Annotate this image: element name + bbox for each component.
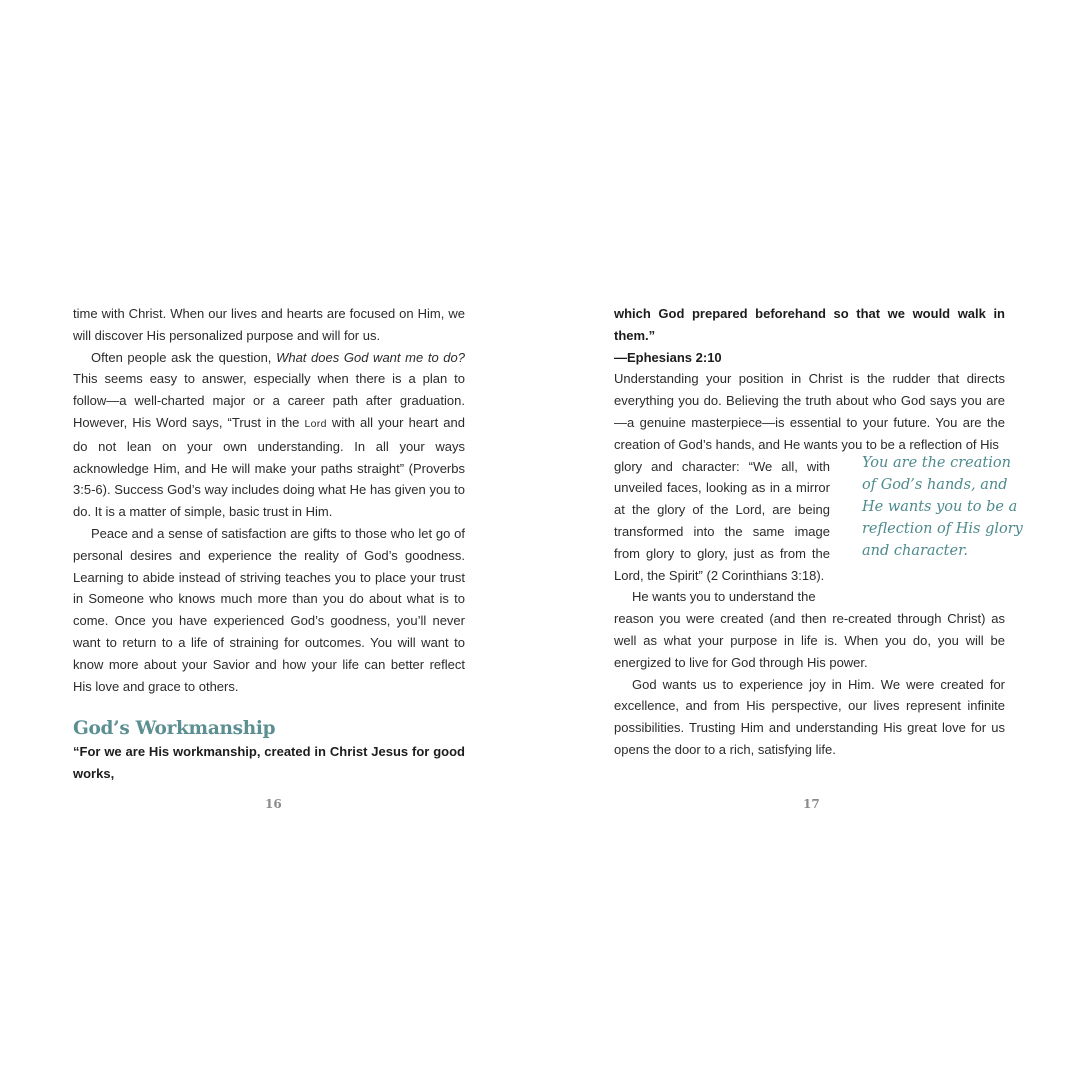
left-paragraph-2 — [73, 347, 465, 523]
verse-reference: —Ephesians 2:10 — [614, 349, 722, 365]
lord-small-caps: Lord — [304, 417, 327, 430]
pull-quote-line-3: He wants you to be a — [862, 499, 1018, 515]
left-paragraph-2-rest-b: with all your heart and do not lean on your own understanding. In all your ways acknowledge Him, and He will make your paths straight” (Proverbs 3:5-6). Success God’s way includes doing what He has given you to do. It is a matter of simple, basic trust in Him. — [73, 414, 465, 520]
left-paragraph-3: Peace and a sense of satisfaction are gifts to those who let go of personal desires and experience the reality of God’s goodness. Learning to abide instead of striving teaches you to place your trust in Someone who knows much more than you do about what is to come. Once you have experienced God’s goodness, you’ll never want to return to a life of straining for outcomes. You will want to know more about your Savior and how your life can better reflect His love and grace to others. — [73, 525, 465, 694]
pull-quote-line-1: You are the creation — [862, 455, 1011, 471]
page-number-right: 17 — [803, 797, 820, 811]
verse-quote-start: “For we are His workmanship, created in Christ Jesus for good works, — [73, 744, 465, 782]
pull-quote-line-5: and character. — [862, 543, 969, 559]
pull-quote-line-2: of God’s hands, and — [862, 477, 1008, 493]
left-paragraph-2-rest-a: This seems easy to answer, especially when there is a plan to follow—a well-charted major or a career path after graduation. However, His Word says, “Trust in the — [73, 371, 465, 430]
verse-quote-end: which God prepared beforehand so that we would walk in them.” — [614, 306, 1005, 343]
left-paragraph-2-question: What does God want me to do? — [276, 349, 465, 365]
page-number-left: 16 — [265, 797, 282, 811]
pull-quote — [862, 452, 1042, 562]
right-paragraph-3: God wants us to experience joy in Him. We were created for excellence, and from His perspective, our lives represent infinite possibilities. Trusting Him and understanding His great love for us opens the door to a rich, satisfying life. — [614, 676, 1005, 757]
left-paragraph-1: time with Christ. When our lives and hearts are focused on Him, we will discover His personalized purpose and will for us. — [73, 306, 465, 343]
section-heading: God’s Workmanship — [73, 718, 276, 740]
right-paragraph-2-narrow: He wants you to understand the — [632, 589, 816, 605]
right-paragraph-1-narrow: glory and character: “We all, with unveiled faces, looking as in a mirror at the glory of the Lord, are being transformed into the same image from glory to glory, just as from the Lord, the Spirit” (2 Corinthians 3:18). — [614, 458, 830, 583]
left-paragraph-2-lead: Often people ask the question, — [91, 349, 277, 365]
left-text-column — [73, 303, 465, 785]
right-paragraph-1: Understanding your position in Christ is the rudder that directs everything you do. Believing the truth about who God says you are—a genuine masterpiece—is essential to your future. You are the creation of God’s hands, and He wants you to be a reflection of His — [614, 371, 1005, 452]
pull-quote-line-4: reflection of His glory — [862, 521, 1023, 537]
right-paragraph-2: reason you were created (and then re-created through Christ) as well as what your purpose in life is. When you do, you will be energized to live for God through His power. — [614, 611, 1005, 670]
